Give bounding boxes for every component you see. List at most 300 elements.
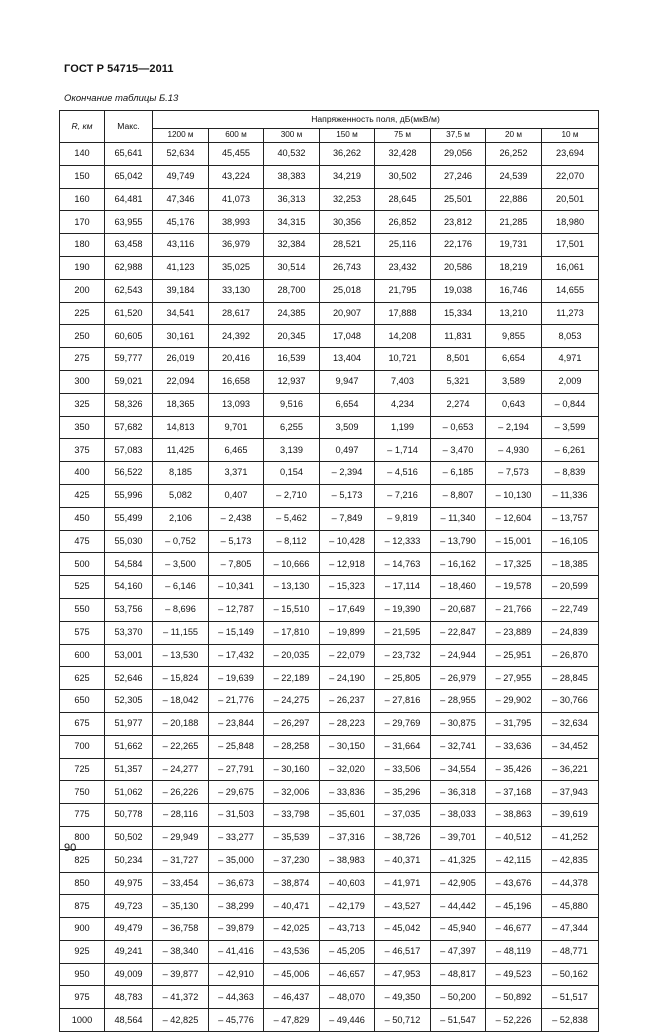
cell-value: – 44,378 (542, 872, 599, 895)
cell-max: 53,370 (105, 621, 153, 644)
cell-value: – 35,000 (209, 849, 264, 872)
cell-value: – 33,506 (375, 758, 431, 781)
cell-value: – 28,223 (320, 712, 375, 735)
cell-value: – 35,426 (486, 758, 542, 781)
cell-value: – 52,226 (486, 1009, 542, 1032)
cell-value: – 31,664 (375, 735, 431, 758)
cell-value: – 2,438 (209, 507, 264, 530)
cell-value: – 50,162 (542, 963, 599, 986)
cell-value: – 31,727 (153, 849, 209, 872)
cell-value: – 0,653 (431, 416, 486, 439)
cell-value: 39,184 (153, 279, 209, 302)
cell-value: 26,852 (375, 211, 431, 234)
cell-value: – 48,119 (486, 940, 542, 963)
cell-distance: 140 (60, 143, 105, 166)
table-row (60, 1009, 599, 1032)
cell-value: – 50,712 (375, 1009, 431, 1032)
cell-value: – 9,819 (375, 507, 431, 530)
cell-value: – 25,848 (209, 735, 264, 758)
cell-value: 14,208 (375, 325, 431, 348)
cell-value: 15,334 (431, 302, 486, 325)
cell-distance: 825 (60, 849, 105, 872)
cell-value: 23,432 (375, 256, 431, 279)
cell-value: – 34,452 (542, 735, 599, 758)
cell-value: – 22,189 (264, 667, 320, 690)
field-strength-table (59, 110, 599, 1032)
cell-value: 14,813 (153, 416, 209, 439)
cell-max: 57,682 (105, 416, 153, 439)
table-row (60, 302, 599, 325)
cell-value: – 17,432 (209, 644, 264, 667)
cell-value: 6,465 (209, 439, 264, 462)
cell-value: – 2,710 (264, 484, 320, 507)
cell-value: 9,516 (264, 393, 320, 416)
cell-value: – 36,673 (209, 872, 264, 895)
cell-value: – 13,757 (542, 507, 599, 530)
cell-value: – 38,299 (209, 895, 264, 918)
cell-distance: 875 (60, 895, 105, 918)
cell-value: – 16,105 (542, 530, 599, 553)
cell-value: 21,795 (375, 279, 431, 302)
cell-value: – 44,442 (431, 895, 486, 918)
cell-value: 25,116 (375, 234, 431, 257)
cell-value: – 17,649 (320, 598, 375, 621)
cell-value: – 24,190 (320, 667, 375, 690)
cell-value: – 42,835 (542, 849, 599, 872)
cell-value: 28,645 (375, 188, 431, 211)
cell-value: 16,061 (542, 256, 599, 279)
cell-value: 26,743 (320, 256, 375, 279)
cell-value: 19,038 (431, 279, 486, 302)
cell-distance: 1000 (60, 1009, 105, 1032)
cell-value: – 15,824 (153, 667, 209, 690)
cell-value: 6,654 (320, 393, 375, 416)
table-row (60, 325, 599, 348)
cell-value: – 12,604 (486, 507, 542, 530)
cell-max: 65,641 (105, 143, 153, 166)
cell-distance: 700 (60, 735, 105, 758)
cell-value: – 33,454 (153, 872, 209, 895)
cell-max: 49,723 (105, 895, 153, 918)
cell-max: 48,783 (105, 986, 153, 1009)
cell-value: – 32,634 (542, 712, 599, 735)
cell-value: 43,116 (153, 234, 209, 257)
cell-max: 49,009 (105, 963, 153, 986)
cell-value: – 15,149 (209, 621, 264, 644)
cell-value: – 10,341 (209, 576, 264, 599)
cell-value: – 45,006 (264, 963, 320, 986)
cell-distance: 800 (60, 826, 105, 849)
cell-distance: 600 (60, 644, 105, 667)
cell-value: – 19,578 (486, 576, 542, 599)
cell-value: – 19,899 (320, 621, 375, 644)
cell-value: – 20,599 (542, 576, 599, 599)
cell-value: 28,700 (264, 279, 320, 302)
cell-value: 22,886 (486, 188, 542, 211)
cell-value: – 47,953 (375, 963, 431, 986)
table-caption: Окончание таблицы Б.13 (64, 93, 179, 104)
cell-value: 4,971 (542, 348, 599, 371)
cell-value: – 40,512 (486, 826, 542, 849)
table-body (60, 143, 599, 1032)
header-height: 20 м (486, 129, 542, 143)
cell-value: – 38,033 (431, 804, 486, 827)
cell-max: 60,605 (105, 325, 153, 348)
cell-value: – 8,696 (153, 598, 209, 621)
cell-value: – 30,766 (542, 690, 599, 713)
cell-value: – 32,741 (431, 735, 486, 758)
cell-value: – 31,503 (209, 804, 264, 827)
cell-value: – 15,001 (486, 530, 542, 553)
cell-value: – 3,500 (153, 553, 209, 576)
table-row (60, 895, 599, 918)
cell-value: – 21,776 (209, 690, 264, 713)
cell-value: – 18,042 (153, 690, 209, 713)
cell-value: 0,643 (486, 393, 542, 416)
cell-value: – 26,979 (431, 667, 486, 690)
cell-value: – 10,130 (486, 484, 542, 507)
cell-value: – 46,657 (320, 963, 375, 986)
cell-value: 18,980 (542, 211, 599, 234)
cell-value: 8,053 (542, 325, 599, 348)
cell-value: – 40,603 (320, 872, 375, 895)
cell-value: – 42,115 (486, 849, 542, 872)
cell-value: 6,654 (486, 348, 542, 371)
cell-value: – 51,517 (542, 986, 599, 1009)
cell-value: – 43,536 (264, 940, 320, 963)
table-row (60, 872, 599, 895)
cell-value: – 49,523 (486, 963, 542, 986)
cell-value: – 48,070 (320, 986, 375, 1009)
cell-value: – 39,701 (431, 826, 486, 849)
cell-max: 51,062 (105, 781, 153, 804)
cell-distance: 850 (60, 872, 105, 895)
cell-value: 2,106 (153, 507, 209, 530)
cell-value: – 49,350 (375, 986, 431, 1009)
cell-value: 45,455 (209, 143, 264, 166)
cell-value: 49,749 (153, 165, 209, 188)
cell-value: 29,056 (431, 143, 486, 166)
cell-value: – 41,325 (431, 849, 486, 872)
cell-value: 47,346 (153, 188, 209, 211)
cell-value: – 38,863 (486, 804, 542, 827)
cell-value: – 23,889 (486, 621, 542, 644)
cell-value: 9,855 (486, 325, 542, 348)
cell-value: 20,907 (320, 302, 375, 325)
header-max: Макс. (105, 111, 153, 143)
cell-value: – 47,829 (264, 1009, 320, 1032)
cell-value: – 41,372 (153, 986, 209, 1009)
cell-value: – 37,035 (375, 804, 431, 827)
cell-value: 8,185 (153, 462, 209, 485)
table-row (60, 462, 599, 485)
cell-value: 22,176 (431, 234, 486, 257)
cell-value: 17,888 (375, 302, 431, 325)
cell-value: – 24,277 (153, 758, 209, 781)
cell-max: 51,662 (105, 735, 153, 758)
table-row (60, 348, 599, 371)
cell-value: 34,219 (320, 165, 375, 188)
cell-distance: 950 (60, 963, 105, 986)
cell-value: 16,658 (209, 370, 264, 393)
table-row (60, 234, 599, 257)
cell-value: – 21,595 (375, 621, 431, 644)
cell-value: 2,009 (542, 370, 599, 393)
header-distance: R, км (60, 111, 105, 143)
cell-distance: 750 (60, 781, 105, 804)
cell-value: – 30,160 (264, 758, 320, 781)
cell-value: – 28,955 (431, 690, 486, 713)
cell-value: – 43,527 (375, 895, 431, 918)
table-row (60, 279, 599, 302)
header-height: 10 м (542, 129, 599, 143)
header-height: 75 м (375, 129, 431, 143)
cell-value: – 16,162 (431, 553, 486, 576)
table-row (60, 940, 599, 963)
cell-value: 16,539 (264, 348, 320, 371)
cell-value: 32,428 (375, 143, 431, 166)
cell-value: 1,199 (375, 416, 431, 439)
cell-value: – 47,397 (431, 940, 486, 963)
cell-value: 43,224 (209, 165, 264, 188)
cell-value: 30,514 (264, 256, 320, 279)
cell-value: 18,219 (486, 256, 542, 279)
table-row (60, 370, 599, 393)
cell-value: – 37,943 (542, 781, 599, 804)
cell-value: – 50,892 (486, 986, 542, 1009)
cell-value: – 45,042 (375, 918, 431, 941)
cell-distance: 350 (60, 416, 105, 439)
cell-value: 40,532 (264, 143, 320, 166)
table-row (60, 735, 599, 758)
cell-value: 10,721 (375, 348, 431, 371)
cell-value: – 14,763 (375, 553, 431, 576)
cell-value: 13,404 (320, 348, 375, 371)
cell-distance: 200 (60, 279, 105, 302)
cell-value: – 47,344 (542, 918, 599, 941)
header-height: 1200 м (153, 129, 209, 143)
cell-value: 9,701 (209, 416, 264, 439)
cell-max: 49,975 (105, 872, 153, 895)
table-row (60, 621, 599, 644)
cell-value: – 17,325 (486, 553, 542, 576)
cell-max: 50,778 (105, 804, 153, 827)
cell-value: – 5,462 (264, 507, 320, 530)
cell-value: – 43,713 (320, 918, 375, 941)
cell-value: – 34,554 (431, 758, 486, 781)
cell-value: – 28,258 (264, 735, 320, 758)
cell-distance: 325 (60, 393, 105, 416)
cell-value: 2,274 (431, 393, 486, 416)
cell-value: – 26,237 (320, 690, 375, 713)
cell-value: – 38,340 (153, 940, 209, 963)
cell-value: – 20,188 (153, 712, 209, 735)
cell-value: – 22,749 (542, 598, 599, 621)
cell-value: 33,130 (209, 279, 264, 302)
cell-value: 13,210 (486, 302, 542, 325)
cell-distance: 650 (60, 690, 105, 713)
cell-value: 4,234 (375, 393, 431, 416)
cell-value: – 52,838 (542, 1009, 599, 1032)
table-row (60, 804, 599, 827)
cell-max: 51,357 (105, 758, 153, 781)
cell-value: – 35,296 (375, 781, 431, 804)
cell-distance: 550 (60, 598, 105, 621)
cell-value: 25,501 (431, 188, 486, 211)
cell-value: 28,617 (209, 302, 264, 325)
cell-distance: 475 (60, 530, 105, 553)
cell-value: – 0,752 (153, 530, 209, 553)
cell-distance: 250 (60, 325, 105, 348)
cell-distance: 300 (60, 370, 105, 393)
table-row (60, 211, 599, 234)
cell-value: 36,979 (209, 234, 264, 257)
cell-value: 21,285 (486, 211, 542, 234)
cell-value: 28,521 (320, 234, 375, 257)
cell-value: – 51,547 (431, 1009, 486, 1032)
cell-value: 17,048 (320, 325, 375, 348)
cell-distance: 225 (60, 302, 105, 325)
table-row (60, 416, 599, 439)
cell-value: – 30,875 (431, 712, 486, 735)
cell-value: 3,371 (209, 462, 264, 485)
cell-max: 58,326 (105, 393, 153, 416)
cell-value: – 26,297 (264, 712, 320, 735)
cell-max: 52,305 (105, 690, 153, 713)
cell-distance: 375 (60, 439, 105, 462)
cell-value: – 6,261 (542, 439, 599, 462)
cell-value: – 13,530 (153, 644, 209, 667)
cell-value: 22,094 (153, 370, 209, 393)
cell-max: 59,021 (105, 370, 153, 393)
cell-value: – 39,619 (542, 804, 599, 827)
cell-value: – 26,870 (542, 644, 599, 667)
cell-max: 57,083 (105, 439, 153, 462)
table-row (60, 188, 599, 211)
cell-value: 24,385 (264, 302, 320, 325)
cell-max: 55,030 (105, 530, 153, 553)
cell-value: – 4,930 (486, 439, 542, 462)
cell-value: – 3,599 (542, 416, 599, 439)
cell-value: – 41,416 (209, 940, 264, 963)
cell-value: – 40,471 (264, 895, 320, 918)
cell-value: – 37,316 (320, 826, 375, 849)
cell-value: 52,634 (153, 143, 209, 166)
cell-value: – 45,880 (542, 895, 599, 918)
cell-value: 3,509 (320, 416, 375, 439)
cell-value: – 25,805 (375, 667, 431, 690)
cell-value: 16,746 (486, 279, 542, 302)
cell-value: – 42,179 (320, 895, 375, 918)
cell-value: 24,392 (209, 325, 264, 348)
cell-distance: 190 (60, 256, 105, 279)
cell-distance: 160 (60, 188, 105, 211)
header-height: 300 м (264, 129, 320, 143)
cell-value: 19,731 (486, 234, 542, 257)
cell-value: 8,501 (431, 348, 486, 371)
cell-value: 41,073 (209, 188, 264, 211)
cell-max: 49,479 (105, 918, 153, 941)
cell-value: – 7,849 (320, 507, 375, 530)
cell-max: 55,499 (105, 507, 153, 530)
cell-value: – 22,079 (320, 644, 375, 667)
cell-distance: 275 (60, 348, 105, 371)
cell-value: – 23,844 (209, 712, 264, 735)
table-row (60, 918, 599, 941)
cell-max: 50,502 (105, 826, 153, 849)
cell-value: – 5,173 (209, 530, 264, 553)
cell-value: – 49,446 (320, 1009, 375, 1032)
cell-value: – 15,323 (320, 576, 375, 599)
cell-value: – 35,539 (264, 826, 320, 849)
cell-max: 53,756 (105, 598, 153, 621)
cell-value: 20,416 (209, 348, 264, 371)
cell-value: – 42,905 (431, 872, 486, 895)
table-row (60, 530, 599, 553)
cell-value: 26,252 (486, 143, 542, 166)
cell-value: 20,501 (542, 188, 599, 211)
cell-value: – 2,394 (320, 462, 375, 485)
cell-value: – 32,006 (264, 781, 320, 804)
cell-value: – 48,771 (542, 940, 599, 963)
cell-value: – 10,428 (320, 530, 375, 553)
cell-value: – 29,902 (486, 690, 542, 713)
cell-value: 23,694 (542, 143, 599, 166)
cell-value: – 7,216 (375, 484, 431, 507)
cell-value: – 28,116 (153, 804, 209, 827)
cell-value: 5,082 (153, 484, 209, 507)
cell-value: – 29,769 (375, 712, 431, 735)
cell-max: 50,234 (105, 849, 153, 872)
cell-value: 0,497 (320, 439, 375, 462)
cell-distance: 400 (60, 462, 105, 485)
cell-value: – 33,277 (209, 826, 264, 849)
cell-value: – 42,825 (153, 1009, 209, 1032)
table-row (60, 963, 599, 986)
cell-max: 62,988 (105, 256, 153, 279)
table-row (60, 439, 599, 462)
cell-value: 0,407 (209, 484, 264, 507)
cell-value: 18,365 (153, 393, 209, 416)
cell-value: – 50,200 (431, 986, 486, 1009)
cell-value: – 7,573 (486, 462, 542, 485)
cell-distance: 525 (60, 576, 105, 599)
cell-value: – 1,714 (375, 439, 431, 462)
cell-value: – 43,676 (486, 872, 542, 895)
cell-value: – 40,371 (375, 849, 431, 872)
cell-value: – 37,230 (264, 849, 320, 872)
cell-value: – 33,836 (320, 781, 375, 804)
cell-value: – 39,879 (209, 918, 264, 941)
cell-value: – 24,944 (431, 644, 486, 667)
cell-value: – 13,790 (431, 530, 486, 553)
cell-distance: 425 (60, 484, 105, 507)
cell-max: 53,001 (105, 644, 153, 667)
cell-distance: 150 (60, 165, 105, 188)
cell-value: 34,541 (153, 302, 209, 325)
cell-value: 36,262 (320, 143, 375, 166)
cell-value: 17,501 (542, 234, 599, 257)
table-row (60, 553, 599, 576)
cell-value: – 45,776 (209, 1009, 264, 1032)
cell-value: 30,356 (320, 211, 375, 234)
cell-value: – 44,363 (209, 986, 264, 1009)
table-row (60, 393, 599, 416)
cell-value: 38,383 (264, 165, 320, 188)
header-height: 150 м (320, 129, 375, 143)
cell-value: – 19,390 (375, 598, 431, 621)
cell-value: – 45,196 (486, 895, 542, 918)
